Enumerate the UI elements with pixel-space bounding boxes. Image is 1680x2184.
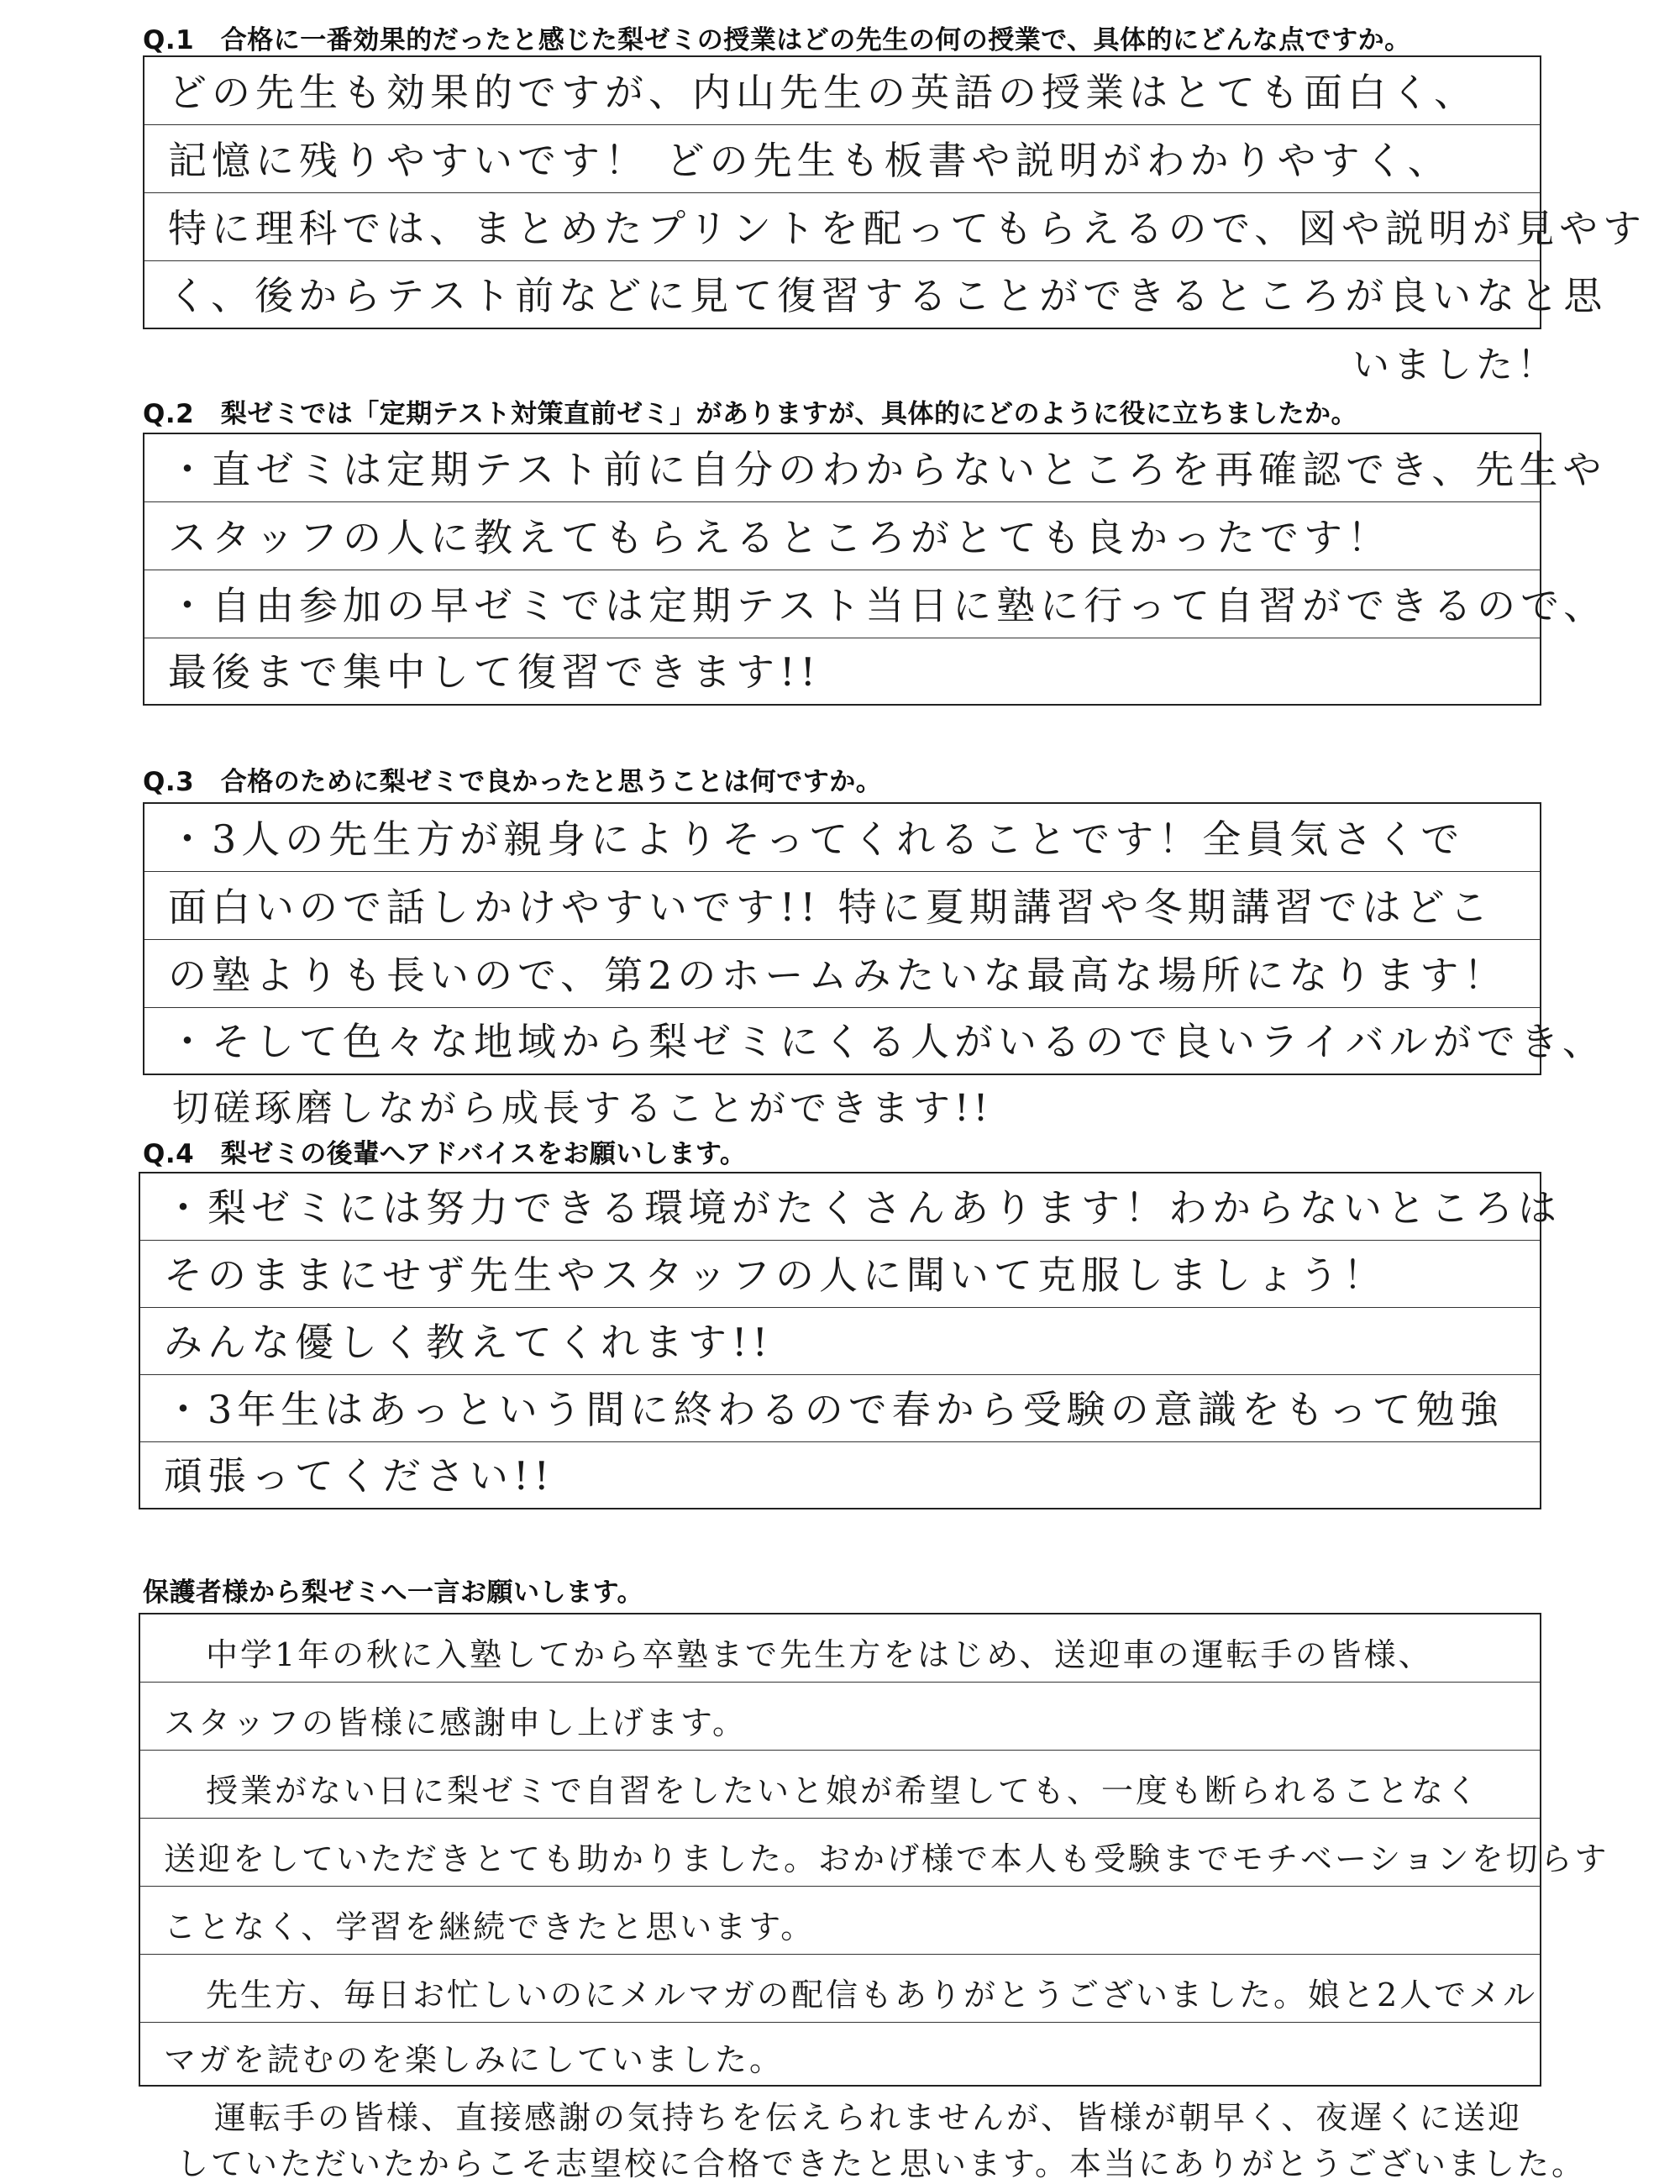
handwritten-text: ・3年生はあっという間に終わるので春から受験の意識をもって勉強	[164, 1387, 1504, 1432]
handwritten-text: く、後からテスト前などに見て復習することができるところが良いなと思	[168, 273, 1608, 318]
handwritten-text: 先生方、毎日お忙しいのにメルマガの配信もありがとうございました。娘と2人でメル	[206, 1977, 1538, 2013]
handwritten-text: どの先生も効果的ですが、内山先生の英語の授業はとても面白く、	[168, 70, 1478, 115]
answer-line	[140, 1241, 1540, 1308]
handwritten-text: ・3人の先生方が親身によりそってくれることです！全員気さくで	[168, 816, 1465, 862]
handwritten-text: ・自由参加の早ゼミでは定期テスト当日に塾に行って自習ができるので、	[168, 583, 1608, 628]
question-4-answer-box	[139, 1172, 1562, 1509]
question-1-answer-box	[143, 55, 1646, 329]
answer-line	[140, 1442, 1540, 1508]
handwritten-overflow: 切磋琢磨しながら成長することができます!!	[172, 1087, 993, 1130]
handwritten-text: ことなく、学習を継続できたと思います。	[164, 1908, 816, 1945]
question-4-heading: Q.4 梨ゼミの後輩へアドバイスをお願いします。	[143, 1139, 747, 1169]
answer-line	[140, 1819, 1609, 1887]
handwritten-text: 中学1年の秋に入塾してから卒塾まで先生方をはじめ、送迎車の運転手の皆様、	[206, 1636, 1433, 1673]
handwritten-overflow: していただいたからこそ志望校に合格できたと思います。本当にありがとうございました。	[176, 2145, 1586, 2182]
handwritten-overflow: 運転手の皆様、直接感謝の気持ちを伝えられませんが、皆様が朝早く、夜遅くに送迎	[214, 2099, 1523, 2136]
answer-line	[144, 1008, 1606, 1074]
answer-line	[144, 940, 1540, 1008]
answer-line	[140, 1887, 1540, 1955]
question-1-heading: Q.1 合格に一番効果的だったと感じた梨ゼミの授業はどの先生の何の授業で、具体的にどんな点ですか。	[143, 25, 1411, 55]
handwritten-overflow: いました！	[1352, 344, 1558, 386]
handwritten-text: 記憶に残りやすいです！ どの先生も板書や説明がわかりやすく、	[168, 138, 1452, 183]
handwritten-text: ・直ゼミは定期テスト前に自分のわからないところを再確認でき、先生や	[168, 447, 1607, 492]
answer-line	[144, 804, 1540, 872]
answer-line	[144, 434, 1607, 502]
answer-line	[144, 125, 1540, 193]
handwritten-text: 授業がない日に梨ゼミで自習をしたいと娘が希望しても、一度も断られることなく	[206, 1772, 1481, 1809]
answer-line	[140, 1955, 1540, 2023]
answer-line	[144, 502, 1540, 570]
question-2-heading: Q.2 梨ゼミでは「定期テスト対策直前ゼミ」がありますが、具体的にどのように役に立ちましたか。	[143, 399, 1357, 429]
handwritten-text: 送迎をしていただきとても助かりました。おかげ様で本人も受験までモチベーションを切らす	[164, 1840, 1609, 1877]
handwritten-text: 特に理科では、まとめたプリントを配ってもらえるので、図や説明が見やす	[168, 206, 1646, 251]
answer-line	[140, 1308, 1540, 1375]
answer-line	[140, 1375, 1540, 1442]
handwritten-text: ・梨ゼミには努力できる環境がたくさんあります！わからないところは	[164, 1185, 1562, 1231]
handwritten-text: 最後まで集中して復習できます!!	[168, 649, 821, 695]
handwritten-text: 面白いので話しかけやすいです!! 特に夏期講習や冬期講習ではどこ	[168, 885, 1494, 930]
handwritten-text: スタッフの人に教えてもらえるところがとても良かったです！	[168, 515, 1391, 560]
question-3-answer-box	[143, 802, 1606, 1075]
question-3-heading: Q.3 合格のために梨ゼミで良かったと思うことは何ですか。	[143, 767, 883, 797]
parent-message-heading: 保護者様から梨ゼミへ一言お願いします。	[143, 1578, 644, 1608]
answer-line	[144, 261, 1608, 328]
answer-line	[144, 57, 1540, 125]
handwritten-text: の塾よりも長いので、第2のホームみたいな最高な場所になります！	[168, 953, 1508, 998]
handwritten-text: ・そして色々な地域から梨ゼミにくる人がいるので良いライバルができ、	[168, 1019, 1606, 1064]
answer-line	[144, 872, 1540, 940]
question-2-answer-box	[143, 433, 1608, 706]
answer-line	[144, 570, 1608, 638]
handwritten-text: スタッフの皆様に感謝申し上げます。	[164, 1704, 747, 1741]
handwritten-text: マガを読むのを楽しみにしていました。	[164, 2041, 785, 2078]
parent-message-box	[139, 1613, 1609, 2087]
answer-line	[140, 1614, 1540, 1683]
answer-line	[140, 1751, 1540, 1819]
handwritten-text: そのままにせず先生やスタッフの人に聞いて克服しましょう！	[164, 1252, 1387, 1298]
answer-line	[140, 2023, 1540, 2087]
handwritten-text: 頑張ってください!!	[164, 1453, 554, 1499]
answer-line	[140, 1173, 1562, 1241]
answer-line	[144, 193, 1646, 261]
answer-line	[144, 638, 1540, 704]
handwritten-text: みんな優しく教えてくれます!!	[164, 1320, 773, 1365]
answer-line	[140, 1683, 1540, 1751]
